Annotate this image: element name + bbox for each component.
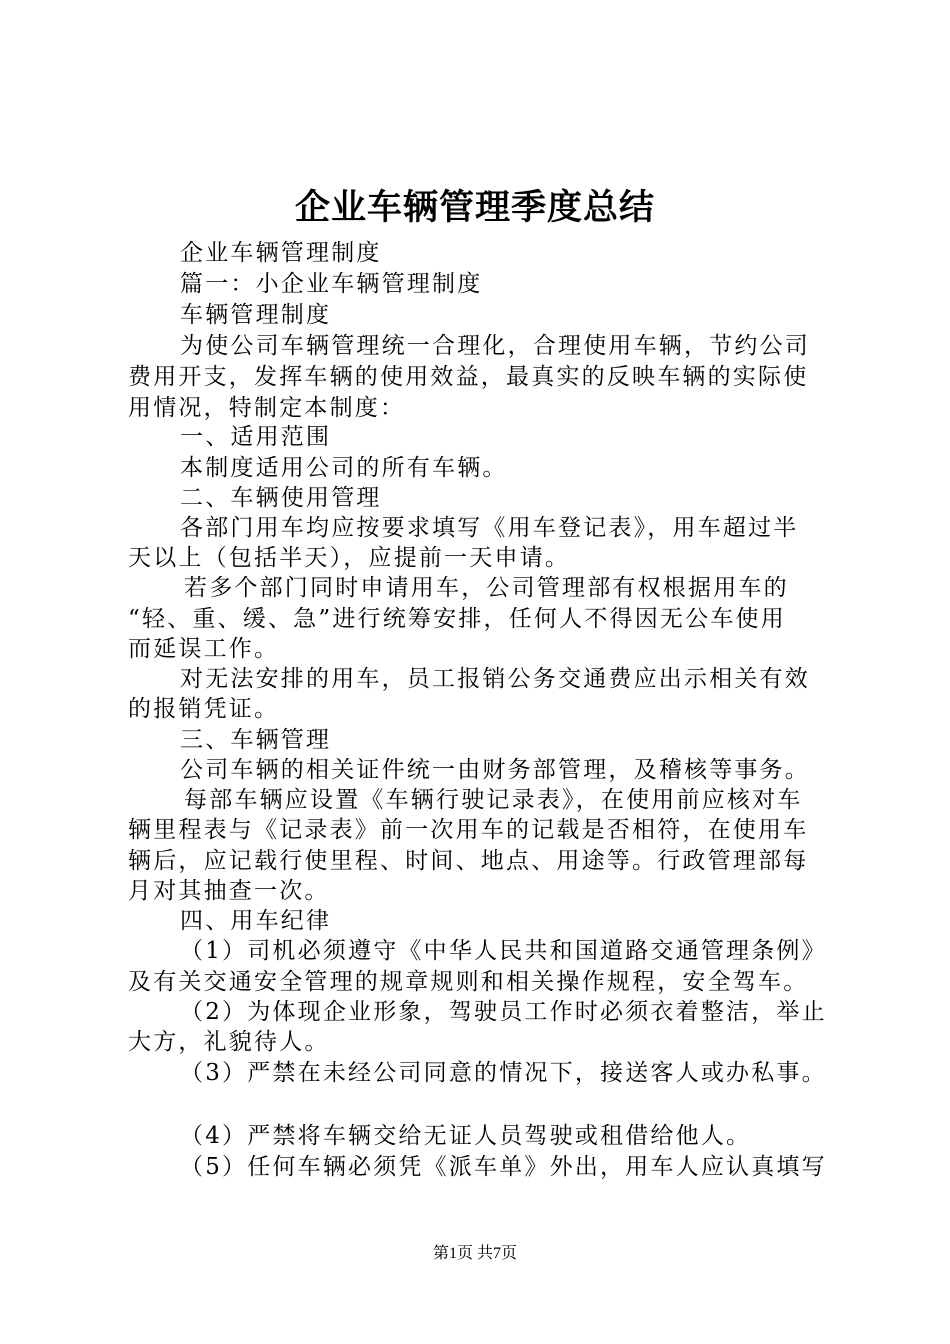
section-heading: 三、车辆管理 — [180, 727, 332, 753]
section-heading: 四、用车纪律 — [180, 908, 332, 934]
body-line: （2）为体现企业形象，驾驶员工作时必须衣着整洁，举止 — [180, 999, 827, 1025]
body-line: 各部门用车均应按要求填写《用车登记表》，用车超过半 — [180, 515, 799, 541]
body-line: 若多个部门同时申请用车，公司管理部有权根据用车的 — [184, 575, 789, 601]
body-line: 的报销凭证。 — [128, 696, 280, 722]
body-line: 而延误工作。 — [128, 636, 280, 662]
body-line: （5）任何车辆必须凭《派车单》外出，用车人应认真填写 — [180, 1154, 827, 1180]
body-line: （4）严禁将车辆交给无证人员驾驶或租借给他人。 — [180, 1123, 752, 1149]
body-line: 企业车辆管理制度 — [180, 240, 382, 266]
body-line: 车辆管理制度 — [180, 302, 332, 328]
body-line: 大方，礼貌待人。 — [128, 1029, 330, 1055]
body-line: 辆后，应记载行使里程、时间、地点、用途等。行政管理部每 — [128, 848, 809, 874]
body-line: 及有关交通安全管理的规章规则和相关操作规程，安全驾车。 — [128, 969, 809, 995]
body-line: 辆里程表与《记录表》前一次用车的记载是否相符，在使用车 — [128, 817, 809, 843]
body-line: 为使公司车辆管理统一合理化，合理使用车辆，节约公司 — [180, 333, 810, 359]
body-line: 公司车辆的相关证件统一由财务部管理，及稽核等事务。 — [180, 757, 810, 783]
body-line: “轻、重、缓、急”进行统筹安排，任何人不得因无公车使用 — [128, 606, 786, 632]
document-title: 企业车辆管理季度总结 — [294, 187, 655, 228]
body-line: 本制度适用公司的所有车辆。 — [180, 455, 508, 481]
body-line: （1）司机必须遵守《中华人民共和国道路交通管理条例》 — [180, 938, 827, 964]
body-line: 对无法安排的用车，员工报销公务交通费应出示相关有效 — [180, 666, 810, 692]
body-line: 每部车辆应设置《车辆行驶记录表》，在使用前应核对车 — [184, 787, 803, 813]
body-line: 天以上（包括半天），应提前一天申请。 — [128, 545, 571, 571]
body-line: 篇一：小企业车辆管理制度 — [180, 271, 483, 297]
body-line: 费用开支，发挥车辆的使用效益，最真实的反映车辆的实际使 — [128, 364, 809, 390]
section-heading: 一、适用范围 — [180, 424, 332, 450]
body-line: （3）严禁在未经公司同意的情况下，接送客人或办私事。 — [180, 1060, 827, 1086]
body-line: 用情况，特制定本制度： — [128, 395, 406, 421]
page-number-footer: 第1页 共7页 — [432, 1245, 517, 1262]
body-line: 月对其抽查一次。 — [128, 878, 330, 904]
section-heading: 二、车辆使用管理 — [180, 485, 382, 511]
